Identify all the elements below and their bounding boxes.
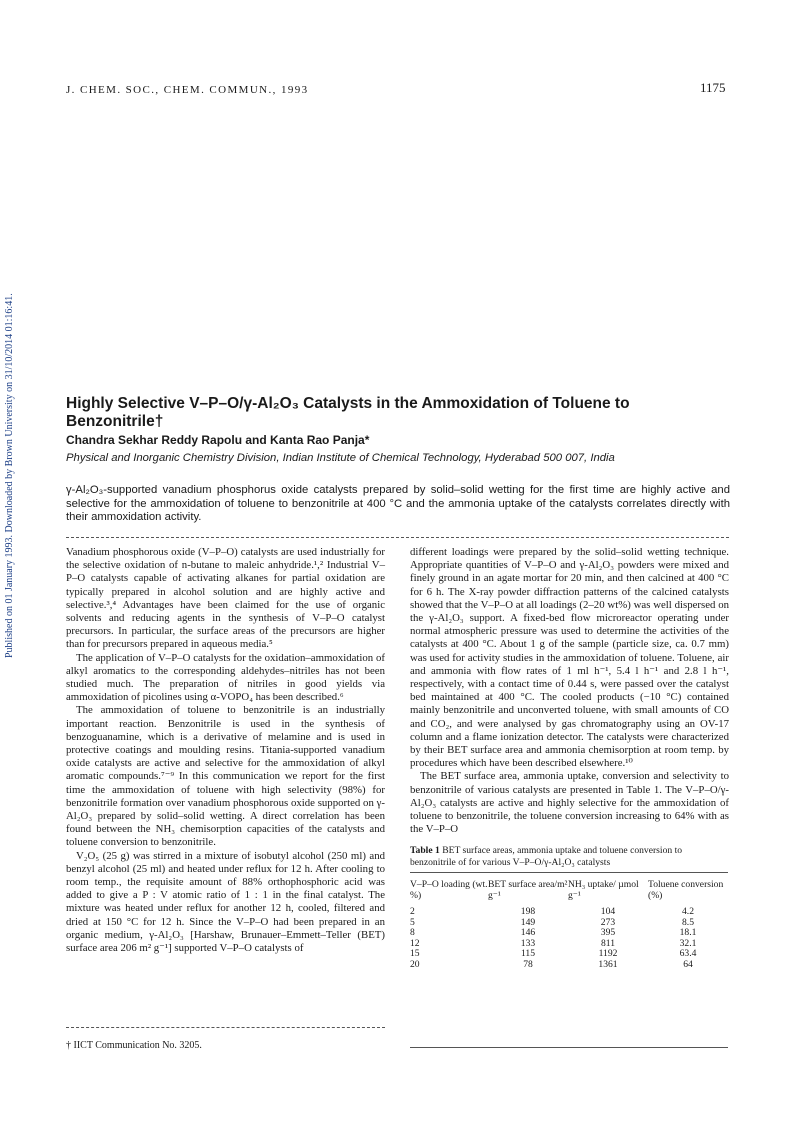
cell-loading: 12 — [410, 937, 420, 949]
results-table — [410, 880, 728, 970]
cell-conversion: 32.1 — [679, 937, 697, 949]
table-header-row — [410, 880, 728, 907]
cell-bet: 115 — [520, 948, 536, 959]
table-row — [410, 949, 728, 960]
table-body — [410, 907, 728, 970]
cell-conversion: 4.2 — [682, 906, 694, 917]
table-top-rule — [410, 872, 728, 873]
footnote: † IICT Communication No. 3205. — [66, 1040, 202, 1051]
table-caption-text: BET surface areas, ammonia uptake and toluene conversion to benzonitrile of for various V–P–O/γ-Al₂O₃ catalysts — [410, 845, 683, 868]
cell-conversion: 8.5 — [682, 916, 694, 928]
cell-bet: 78 — [523, 958, 533, 970]
cell-loading: 8 — [410, 927, 415, 938]
cell-conversion: 63.4 — [679, 948, 697, 959]
paragraph: The BET surface area, ammonia uptake, conversion and selectivity to benzonitrile of various catalysts are presented in Table 1. The V–P–O/γ-Al₂O₃ catalysts are active and highly selective for the ammoxidation of toluene to benzonitrile, the toluene conversion increasing to 64% with as the V–P–O — [410, 770, 729, 836]
table-caption — [410, 845, 730, 868]
cell-bet: 198 — [520, 906, 536, 917]
cell-bet: 146 — [520, 927, 536, 938]
table-row — [410, 907, 728, 918]
cell-bet: 133 — [520, 937, 536, 949]
paragraph: different loadings were prepared by the solid–solid wetting technique. Appropriate quantities of V–P–O and γ-Al₂O₃ powders were mixed and finely ground in an agate mortar for 20 min, and then calcined at 400 °C for 6 h. The X-ray powder diffraction patterns of the calcined catalysts showed that the V–P–O at all loadings (2–20 wt%) was well dispersed on the γ-Al₂O₃ support. A fixed-bed flow microreactor operating under normal atmospheric pressure was used to determine the activities of the catalysts at 400 °C. About 1 g of the sample (particle size, ca. 0.7 mm) was used for activity studies in the ammoxidation of toluene. Toluene, air and ammonia with flow rates of 1 ml h⁻¹, 5.4 l h⁻¹ and 2.8 l h⁻¹, respectively, with a contact time of 0.44 s, were passed over the catalyst bed maintained at 400 °C. The cooled products (−10 °C) contained mainly benzonitrile and unconverted toluene, with small amounts of CO and CO₂, and were analysed by gas chromatography using an OV-17 column and a flame ionization detector. The catalysts were characterized by their BET surface area and ammonia chemisorption at room temp. by procedures which have been described elsewhere.¹⁰ — [410, 546, 729, 770]
abstract-divider — [66, 537, 729, 538]
footnote-divider — [66, 1027, 385, 1028]
col-header: Toluene conversion (%) — [648, 879, 724, 901]
download-notice[interactable]: Published on 01 January 1993. Downloaded by Brown University on 31/10/2014 01:16:41. — [4, 293, 15, 658]
body-column-right — [410, 546, 729, 836]
journal-header: J. CHEM. SOC., CHEM. COMMUN., 1993 — [66, 84, 309, 96]
cell-nh3: 395 — [600, 927, 616, 938]
cell-nh3: 1192 — [598, 948, 618, 959]
cell-loading: 15 — [410, 948, 420, 959]
cell-loading: 20 — [410, 958, 420, 970]
table-row — [410, 928, 728, 939]
cell-nh3: 104 — [600, 906, 616, 917]
cell-loading: 5 — [410, 916, 415, 928]
body-column-left — [66, 546, 385, 955]
affiliation: Physical and Inorganic Chemistry Division, Indian Institute of Chemical Technology, Hyderabad 500 007, India — [66, 452, 615, 464]
table-bottom-rule — [410, 1047, 728, 1048]
paragraph: The application of V–P–O catalysts for the oxidation–ammoxidation of alkyl aromatics to the corresponding aldehydes–nitriles has not been studied much. The preparation of nitriles in good yields via ammoxidation of picolines using α-VOPO₄ has been described.⁶ — [66, 651, 385, 704]
col-header: NH₃ uptake/ µmol g⁻¹ — [568, 879, 639, 901]
paragraph: V₂O₅ (25 g) was stirred in a mixture of isobutyl alcohol (250 ml) and benzyl alcohol (25 ml) and heated under reflux for 12 h. After cooling to room temp., the requisite amount of 88% orthophosphoric acid was added to give a P : V atomic ratio of 1 : 1 in the final catalyst. The mixture was heated under reflux for another 12 h, cooled, filtered and dried at 150 °C for 12 h. Since the V–P–O had been prepared in an organic medium, γ-Al₂O₃ [Harshaw, Brunauer–Emmett–Teller (BET) surface area 206 m² g⁻¹] supported V–P–O catalysts of — [66, 849, 385, 955]
article-title: Highly Selective V–P–O/γ-Al₂O₃ Catalysts in the Ammoxidation of Toluene to Benzonitrile† — [66, 395, 630, 430]
table-label: Table 1 — [410, 845, 440, 856]
col-header: BET surface area/m² g⁻¹ — [488, 879, 568, 901]
cell-conversion: 64 — [683, 958, 693, 970]
cell-bet: 149 — [520, 916, 536, 928]
col-header: V–P–O loading (wt. %) — [410, 879, 488, 901]
abstract: γ-Al₂O₃-supported vanadium phosphorus oxide catalysts prepared by solid–solid wetting for the first time are highly active and selective for the ammoxidation of toluene to benzonitrile at 400 °C and the ammonia uptake of the catalysts correlates directly with their ammoxidation activity. — [66, 484, 730, 523]
page-number: 1175 — [700, 80, 726, 95]
cell-nh3: 1361 — [598, 958, 618, 970]
paragraph: Vanadium phosphorous oxide (V–P–O) catalysts are used industrially for the selective oxidation of n-butane to maleic anhydride.¹,² Industrial V–P–O catalysts capable of activating alkanes for partial oxidation are typically prepared in alcohol solution and are highly active and selective.³,⁴ Advantages have been claimed for the use of organic solvents and reducing agents in the synthesis of V–P–O catalyst precursors. In particular, the surface areas of the precursors are higher than for precursors prepared in aqueous media.⁵ — [66, 546, 385, 651]
cell-nh3: 811 — [600, 937, 616, 949]
cell-conversion: 18.1 — [679, 927, 697, 938]
paragraph: The ammoxidation of toluene to benzonitrile is an industrially important reaction. Benzonitrile is used in the synthesis of benzoguanamine, which is a derivative of melamine and is used in protective coatings and moulding resins. Titania-supported vanadium oxide catalysts are active and selective for the ammoxidation of alkyl aromatic compounds.⁷⁻⁹ In this communication we report for the first time the ammoxidation of toluene with high selectivity (98%) for benzonitrile formation over vanadium phosphorous oxide supported on γ-Al₂O₃ prepared by solid–solid wetting. A direct correlation has been found between the NH₃ chemisorption capacities of the catalysts and toluene conversion to benzonitrile. — [66, 704, 385, 849]
cell-loading: 2 — [410, 906, 415, 917]
table-row — [410, 960, 728, 971]
cell-nh3: 273 — [600, 916, 616, 928]
authors: Chandra Sekhar Reddy Rapolu and Kanta Rao Panja* — [66, 433, 370, 447]
